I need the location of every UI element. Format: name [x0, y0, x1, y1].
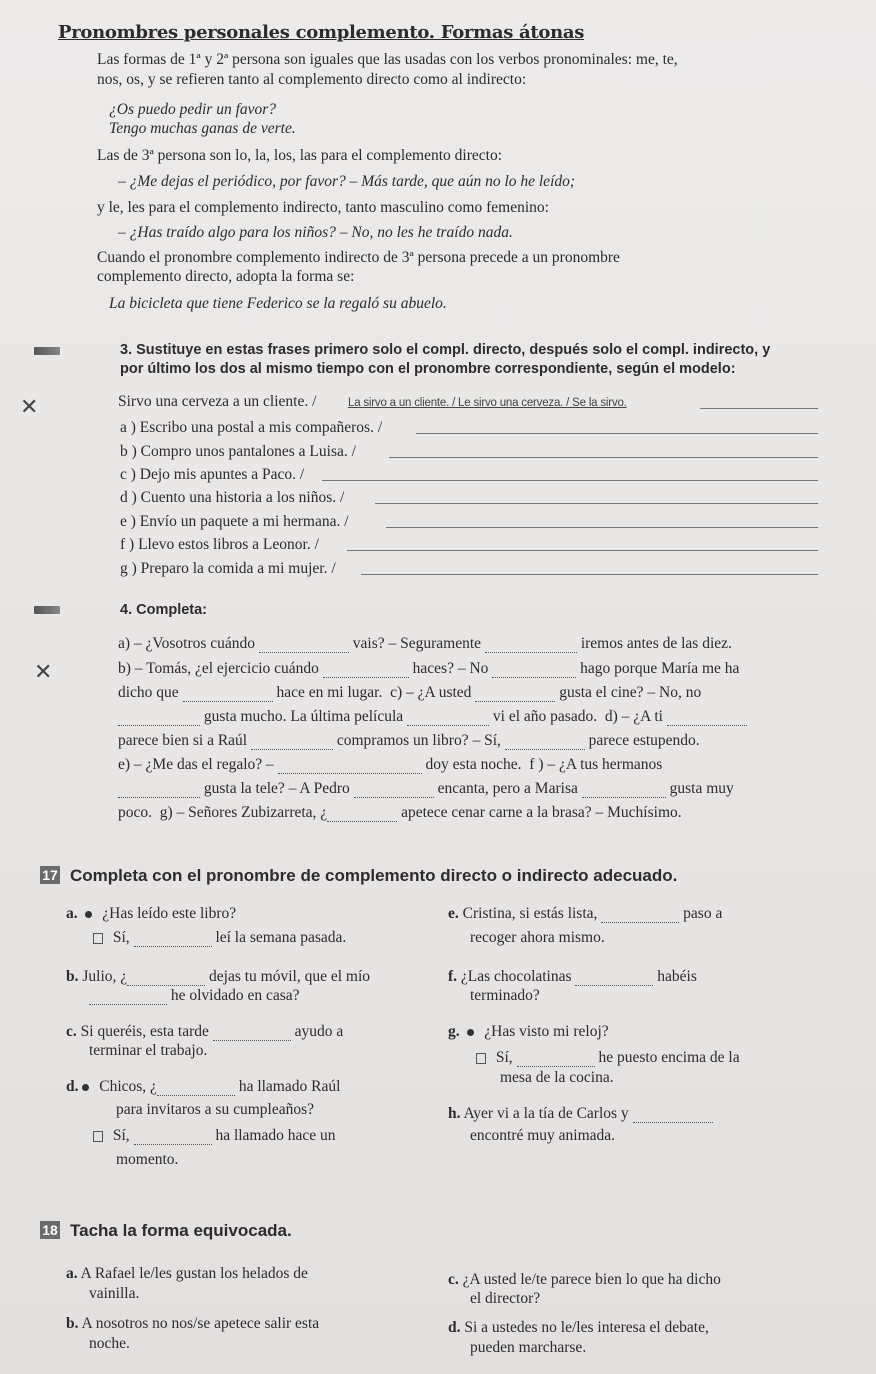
blank[interactable] [183, 701, 273, 702]
speaker-square-icon [93, 1131, 103, 1142]
ex17-g: g. ¿Has visto mi reloj? [448, 1023, 609, 1040]
speaker-dot-icon [467, 1029, 474, 1036]
blank[interactable] [667, 725, 747, 726]
exercise-3-heading-1: 3. Sustituye en estas frases primero solo el compl. directo, después solo el compl. indirecto, y [120, 342, 771, 358]
blank[interactable] [134, 946, 212, 947]
ex4-text: e) – ¿Me das el regalo? – doy esta noche. f ) – ¿A tus hermanos [118, 756, 663, 773]
exercise-17-heading: Completa con el pronombre de complemento directo o indirecto adecuado. [70, 866, 678, 885]
blank[interactable] [323, 677, 409, 678]
blank[interactable] [251, 749, 333, 750]
blank[interactable] [134, 1144, 212, 1145]
answer-line [700, 408, 818, 409]
exercise-18-number: 18 [40, 1221, 60, 1239]
blank[interactable] [517, 1066, 595, 1067]
blank[interactable] [475, 701, 555, 702]
intro-line-2: nos, os, y se refieren tanto al complemento directo como al indirecto: [97, 71, 527, 88]
speaker-dot-icon [82, 1084, 89, 1091]
exercise-3-item-b: b ) Compro unos pantalones a Luisa. / [120, 443, 356, 460]
intro-example-1: ¿Os puedo pedir un favor? [109, 101, 277, 118]
blank[interactable] [582, 797, 666, 798]
blank[interactable] [259, 652, 349, 653]
intro-example-3: – ¿Me dejas el periódico, por favor? – Más tarde, que aún no lo he leído; [118, 173, 576, 190]
ex4-text: poco. g) – Señores Zubizarreta, ¿ apetece cenar carne a la brasa? – Muchísimo. [118, 804, 682, 821]
intro-line-1: Las formas de 1ª y 2ª persona son iguales que las usadas con los verbos pronominales: me, te, [97, 51, 678, 68]
intro-line-3: Las de 3ª persona son lo, la, los, las para el complemento directo: [97, 147, 503, 164]
answer-line-g[interactable] [361, 574, 818, 575]
ex4-text: gusta mucho. La última película vi el año pasado. d) – ¿A ti [118, 707, 747, 726]
ex17-f: f. ¿Las chocolatinas habéis [448, 968, 697, 985]
ex18-b-2: noche. [89, 1335, 130, 1352]
blank[interactable] [633, 1122, 713, 1123]
answer-line-e[interactable] [386, 527, 818, 528]
page-title: Pronombres personales complemento. Formas átonas [58, 22, 585, 43]
exercise-3-heading-2: por último los dos al mismo tiempo con el pronombre correspondiente, según el modelo: [120, 361, 736, 377]
exercise-17-number: 17 [40, 866, 60, 884]
exercise-marker [34, 347, 60, 355]
blank[interactable] [118, 797, 200, 798]
exercise-3-item-a: a ) Escribo una postal a mis compañeros. / [120, 419, 383, 436]
ex17-e-2: recoger ahora mismo. [470, 929, 605, 946]
blank[interactable] [354, 797, 434, 798]
ex17-f-2: terminado? [470, 987, 540, 1004]
blank[interactable] [485, 652, 577, 653]
ex4-text: gusta la tele? – A Pedro encanta, pero a Marisa gusta muy [118, 779, 734, 798]
intro-example-2: Tengo muchas ganas de verte. [109, 120, 296, 137]
exercise-3-item-g: g ) Preparo la comida a mi mujer. / [120, 560, 336, 577]
exercise-3-item-c: c ) Dejo mis apuntes a Paco. / [120, 466, 305, 483]
ex17-d-2: para invitaros a su cumpleaños? [116, 1101, 314, 1118]
ex17-e: e. Cristina, si estás lista, paso a [448, 905, 723, 922]
intro-line-4: y le, les para el complemento indirecto, tanto masculino como femenino: [97, 199, 549, 216]
ex4-text: b) – Tomás, ¿el ejercicio cuándo haces? – No hago porque María me ha [118, 660, 740, 677]
blank[interactable] [157, 1095, 235, 1096]
ex18-d-2: pueden marcharse. [470, 1339, 587, 1356]
answer-line-c[interactable] [322, 480, 818, 481]
intro-example-4: – ¿Has traído algo para los niños? – No, no les he traído nada. [118, 224, 513, 241]
intro-line-6: complemento directo, adopta la forma se: [97, 268, 355, 285]
blank[interactable] [601, 922, 679, 923]
intro-line-5: Cuando el pronombre complemento indirecto de 3ª persona precede a un pronombre [97, 249, 620, 266]
exercise-4-heading: 4. Completa: [120, 602, 208, 618]
ex18-c: c. ¿A usted le/te parece bien lo que ha dicho [448, 1271, 721, 1288]
blank[interactable] [492, 677, 576, 678]
exercise-3-item-f: f ) Llevo estos libros a Leonor. / [120, 536, 319, 553]
speaker-square-icon [93, 933, 103, 944]
ex18-a-2: vainilla. [89, 1285, 140, 1302]
ex17-g-2: Sí, he puesto encima de la [476, 1048, 740, 1067]
speaker-dot-icon [85, 911, 92, 918]
blank[interactable] [575, 985, 653, 986]
ex4-text: dicho que hace en mi lugar. c) – ¿A usted gusta el cine? – No, no [118, 684, 702, 701]
blank[interactable] [89, 1004, 167, 1005]
ex17-d-3: Sí, ha llamado hace un [93, 1126, 336, 1145]
ex4-text: a) – ¿Vosotros cuándo vais? – Seguramente iremos antes de las diez. [118, 635, 732, 652]
pencil-cross-mark: ✕ [34, 660, 53, 685]
ex17-d: d. Chicos, ¿ ha llamado Raúl [66, 1078, 341, 1095]
blank[interactable] [505, 749, 585, 750]
ex17-g-3: mesa de la cocina. [500, 1069, 614, 1086]
intro-example-5: La bicicleta que tiene Federico se la regaló su abuelo. [109, 295, 447, 312]
ex17-h-2: encontré muy animada. [470, 1127, 616, 1144]
speaker-square-icon [476, 1053, 486, 1064]
pencil-cross-mark: ✕ [20, 395, 39, 420]
exercise-3-model: Sirvo una cerveza a un cliente. / [118, 393, 317, 410]
ex17-a-answer: Sí, leí la semana pasada. [93, 928, 346, 947]
ex17-b-2: he olvidado en casa? [89, 986, 300, 1005]
ex4-text: parece bien si a Raúl compramos un libro? – Sí, parece estupendo. [118, 732, 700, 749]
answer-line-b[interactable] [389, 457, 818, 458]
exercise-3-model-answer: La sirvo a un cliente. / Le sirvo una cerveza. / Se la sirvo. [348, 397, 627, 409]
ex18-a: a. A Rafael le/les gustan los helados de [66, 1265, 308, 1282]
exercise-18-heading: Tacha la forma equivocada. [70, 1221, 292, 1240]
ex17-d-4: momento. [116, 1151, 179, 1168]
answer-line-d[interactable] [375, 503, 818, 504]
answer-line-f[interactable] [347, 550, 818, 551]
blank[interactable] [327, 821, 397, 822]
ex18-c-2: el director? [470, 1290, 541, 1307]
ex17-b: b. Julio, ¿ dejas tu móvil, que el mío [66, 968, 371, 985]
ex17-a: a. ¿Has leído este libro? [66, 905, 237, 922]
blank[interactable] [278, 773, 422, 774]
exercise-3-item-d: d ) Cuento una historia a los niños. / [120, 489, 345, 506]
ex17-c-2: terminar el trabajo. [89, 1042, 208, 1059]
blank[interactable] [118, 725, 200, 726]
ex17-c: c. Si queréis, esta tarde ayudo a [66, 1023, 344, 1040]
ex18-b: b. A nosotros no nos/se apetece salir esta [66, 1315, 320, 1332]
ex18-d: d. Si a ustedes no le/les interesa el debate, [448, 1319, 709, 1336]
answer-line-a[interactable] [416, 433, 818, 434]
ex17-h: h. Ayer vi a la tía de Carlos y [448, 1104, 713, 1123]
exercise-3-item-e: e ) Envío un paquete a mi hermana. / [120, 513, 349, 530]
blank[interactable] [213, 1040, 291, 1041]
blank[interactable] [407, 725, 489, 726]
exercise-marker [34, 606, 60, 614]
